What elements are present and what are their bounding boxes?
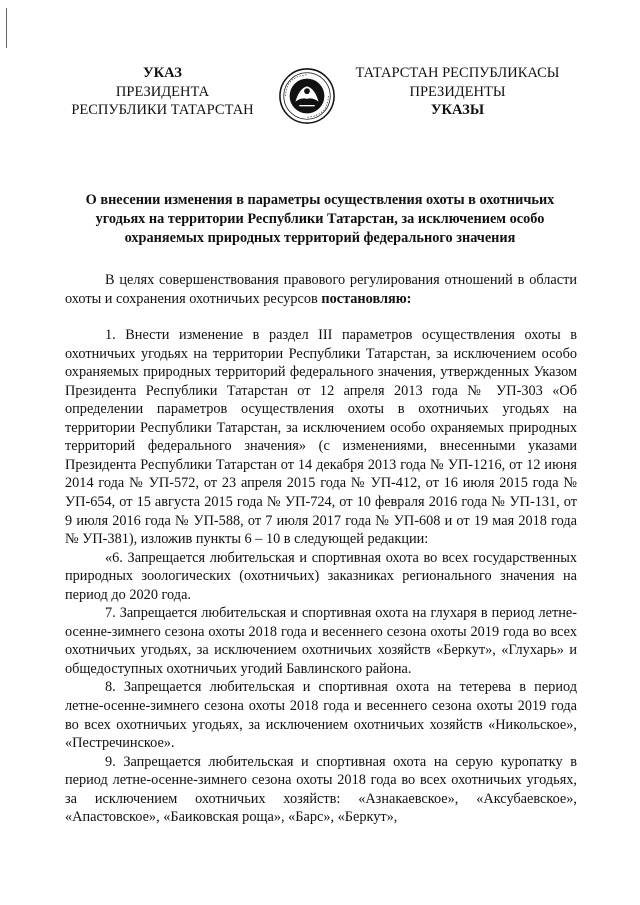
intro-text: В целях совершенствования правового регулирования отношений в области охоты и сохранения охотничьих ресурсов bbox=[65, 272, 577, 307]
paragraph-9: 9. Запрещается любительская и спортивная охота на серую куропатку в период летне-осенне-зимнего сезона охоты 2018 года во всех охотничьих угодьях, за исключением охотничьих хозяйств: «Азнакаевское», «Аксубаевское», «Апастовское», «Баиковская роща», «Барс», «Беркут», bbox=[65, 753, 577, 826]
decree-body bbox=[65, 271, 577, 827]
coat-of-arms-seal-icon bbox=[278, 67, 336, 125]
paragraph-8: 8. Запрещается любительская и спортивная охота на тетерева в период летне-осенне-зимнего сезона охоты 2018 года и весеннего сезона охоты 2019 года во всех охотничьих угодьях, за исключением охотничьих хозяйств «Никольское», «Пестречинское». bbox=[65, 679, 577, 752]
header-left-line2: ПРЕЗИДЕНТА bbox=[115, 83, 210, 100]
header-right-line3: УКАЗЫ bbox=[430, 102, 485, 118]
scan-edge-line bbox=[6, 8, 7, 48]
intro-paragraph bbox=[65, 271, 577, 308]
header-left-russian bbox=[55, 64, 270, 120]
paragraph-7: 7. Запрещается любительская и спортивная охота на глухаря в период летне-осенне-зимнего сезона охоты 2018 года и весеннего сезона охоты 2019 года во всех охотничьих угодьях, за исключением охотничьих хозяйств «Беркут», «Глухарь» и общедоступных охотничьих угодий Бавлинского района. bbox=[65, 605, 577, 677]
header-left-line3: РЕСПУБЛИКИ ТАТАРСТАН bbox=[71, 102, 254, 118]
header-right-line1: ТАТАРСТАН РЕСПУБЛИКАСЫ bbox=[355, 65, 560, 81]
decree-title: О внесении изменения в параметры осуществления охоты в охотничьих угодьях на территории Республики Татарстан, за исключением особо охраняемых природных территорий федерального значения bbox=[85, 192, 555, 246]
header-left-line1: УКАЗ bbox=[143, 65, 182, 81]
header-right-line2: ПРЕЗИДЕНТЫ bbox=[409, 83, 506, 100]
intro-bold: постановляю: bbox=[321, 290, 412, 307]
decree-header bbox=[0, 64, 640, 154]
header-right-tatar bbox=[350, 64, 565, 120]
paragraph-6: «6. Запрещается любительская и спортивная охота во всех государственных природных зоологических (охотничьих) заказниках регионального значения на период до 2020 года. bbox=[65, 549, 577, 603]
paragraph-1: 1. Внести изменение в раздел III параметров осуществления охоты в охотничьих угодьях на территории Республики Татарстан, за исключением особо охраняемых природных территорий федерального значения, утвержденных Указом Президента Республики Татарстан от 12 апреля 2013 года № УП-303 «Об определении параметров осуществления охоты в охотничьих угодьях на территории Республики Татарстан, за исключением особо охраняемых природных территорий федерального значения» (с изменениями, внесенными указами Президента Республики Татарстан от 14 декабря 2013 года № УП-1216, от 12 июня 2014 года № УП-572, от 23 апреля 2015 года № УП-412, от 16 июля 2015 года № УП-654, от 15 августа 2015 года № УП-724, от 10 февраля 2016 года № УП-131, от 9 июля 2016 года № УП-588, от 7 июля 2017 года № УП-608 и от 19 мая 2018 года № УП-381), изложив пункты 6 – 10 в следующей редакции: bbox=[65, 327, 577, 548]
